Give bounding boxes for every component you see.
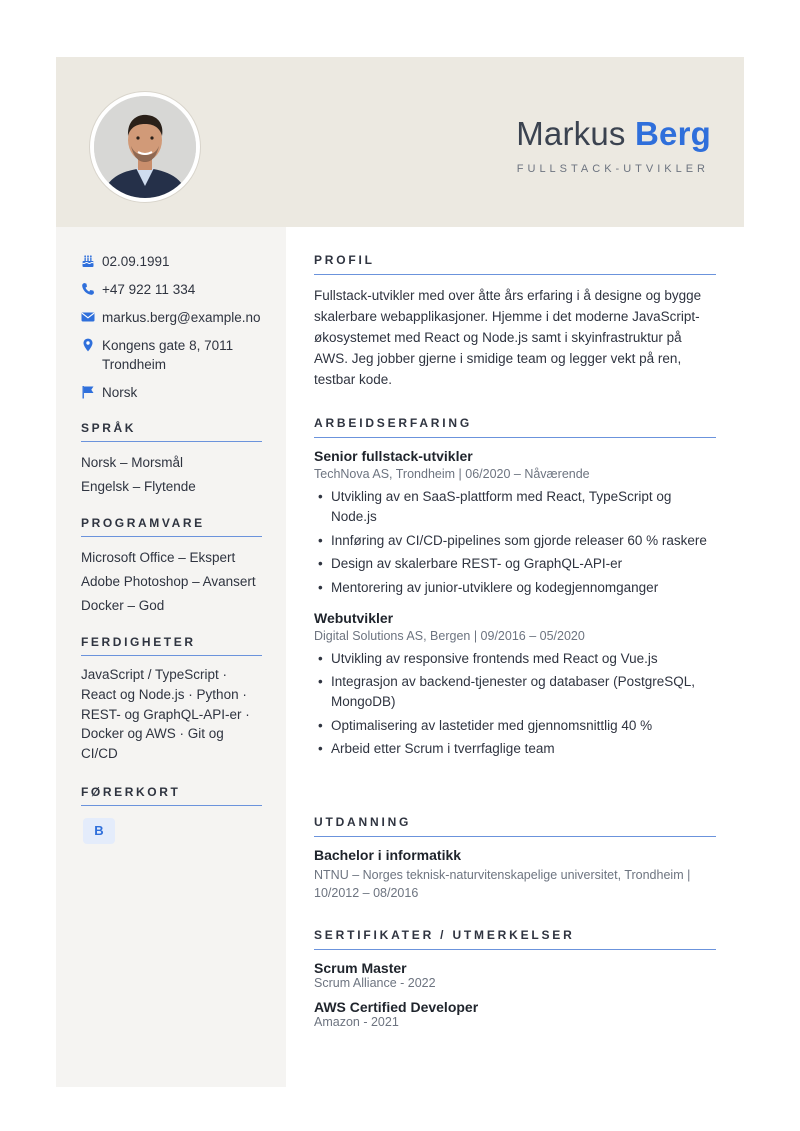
job-bullet: • Innføring av CI/CD-pipelines som gjorde releaser 60 % raskere xyxy=(314,531,716,551)
contact-email xyxy=(81,308,281,327)
license-badge: B xyxy=(83,818,115,844)
contact-phone xyxy=(81,280,281,299)
address-text: Kongens gate 8, 7011 Trondheim xyxy=(102,338,234,372)
job-bullet: • Design av skalerbare REST- og GraphQL-API-er xyxy=(314,554,716,574)
languages-heading: SPRÅK xyxy=(81,421,262,442)
job-bullet: • Integrasjon av backend-tjenester og databaser (PostgreSQL, MongoDB) xyxy=(314,672,716,712)
resume-header xyxy=(56,57,744,227)
certificate-name: Scrum Master xyxy=(314,960,407,976)
contact-nationality xyxy=(81,383,281,402)
email-text: markus.berg@example.no xyxy=(102,310,261,325)
education-heading: UTDANNING xyxy=(314,815,716,837)
job-title-header: FULLSTACK-UTVIKLER xyxy=(516,163,709,175)
job-bullet: • Utvikling av en SaaS-plattform med React, TypeScript og Node.js xyxy=(314,487,716,527)
languages-section xyxy=(81,421,262,499)
skills-heading: FERDIGHETER xyxy=(81,635,262,656)
contact-address xyxy=(81,336,281,374)
contact-birthdate xyxy=(81,252,281,271)
job-entry xyxy=(314,448,716,598)
license-section xyxy=(81,785,262,844)
first-name: Markus xyxy=(516,115,626,152)
job-bullets xyxy=(314,649,716,760)
sidebar xyxy=(56,227,286,1087)
certificate-meta: Amazon - 2021 xyxy=(314,1015,399,1029)
job-bullets xyxy=(314,487,716,598)
job-title: Senior fullstack-utvikler xyxy=(314,448,473,464)
profile-section xyxy=(314,253,716,390)
profile-text: Fullstack-utvikler med over åtte års erfaring i å designe og bygge skalerbare webapplikasjoner. Hjemme i det moderne JavaScript-økosystemet med React og Node.js samt i skyinfrastruktur på AWS. Jeg jobber gjerne i smidige team og legger vekt på ren, testbar kode. xyxy=(314,288,702,387)
profile-heading: PROFIL xyxy=(314,253,716,275)
job-meta: Digital Solutions AS, Bergen | 09/2016 – 05/2020 xyxy=(314,628,585,643)
job-bullet: • Mentorering av junior-utviklere og kodegjennomganger xyxy=(314,578,716,598)
certificates-heading: SERTIFIKATER / UTMERKELSER xyxy=(314,928,716,950)
certificate-name: AWS Certified Developer xyxy=(314,999,479,1015)
language-item: Engelsk – Flytende xyxy=(81,479,196,494)
language-item: Norsk – Morsmål xyxy=(81,455,184,470)
job-title: Webutvikler xyxy=(314,609,394,626)
contact-list xyxy=(81,252,281,411)
certificate-meta: Scrum Alliance - 2022 xyxy=(314,976,436,990)
degree-title: Bachelor i informatikk xyxy=(314,847,462,863)
job-bullet: • Optimalisering av lastetider med gjennomsnittlig 40 % xyxy=(314,716,716,736)
last-name: Berg xyxy=(635,115,711,152)
skills-section xyxy=(81,635,262,764)
software-item: Microsoft Office – Ekspert xyxy=(81,550,236,565)
education-meta: NTNU – Norges teknisk-naturvitenskapelige universitet, Trondheim | 10/2012 – 08/2016 xyxy=(314,868,691,900)
experience-section xyxy=(314,416,716,763)
experience-heading: ARBEIDSERFARING xyxy=(314,416,716,438)
job-bullet: • Utvikling av responsive frontends med React og Vue.js xyxy=(314,649,716,669)
map-pin-icon xyxy=(81,338,95,352)
education-section xyxy=(314,815,716,902)
phone-icon xyxy=(81,282,95,296)
envelope-icon xyxy=(81,310,95,324)
profile-photo xyxy=(90,92,200,202)
full-name xyxy=(516,115,711,153)
software-item: Adobe Photoshop – Avansert xyxy=(81,574,256,589)
cake-icon xyxy=(81,254,95,268)
resume-page xyxy=(56,57,744,1087)
certificates-section xyxy=(314,928,716,1038)
birthdate-text: 02.09.1991 xyxy=(102,254,170,269)
license-heading: FØRERKORT xyxy=(81,785,262,806)
software-item: Docker – God xyxy=(81,598,165,613)
job-entry xyxy=(314,610,716,760)
software-heading: PROGRAMVARE xyxy=(81,516,262,537)
job-meta: TechNova AS, Trondheim | 06/2020 – Nåværende xyxy=(314,467,590,481)
skills-text: JavaScript / TypeScript · React og Node.js · Python · REST- og GraphQL-API-er · Docker og AWS · Git og CI/CD xyxy=(81,667,250,762)
phone-text: +47 922 11 334 xyxy=(102,282,196,297)
nationality-text: Norsk xyxy=(102,385,138,400)
job-bullet: • Arbeid etter Scrum i tverrfaglige team xyxy=(314,739,716,759)
flag-icon xyxy=(81,385,95,399)
software-section xyxy=(81,516,262,618)
